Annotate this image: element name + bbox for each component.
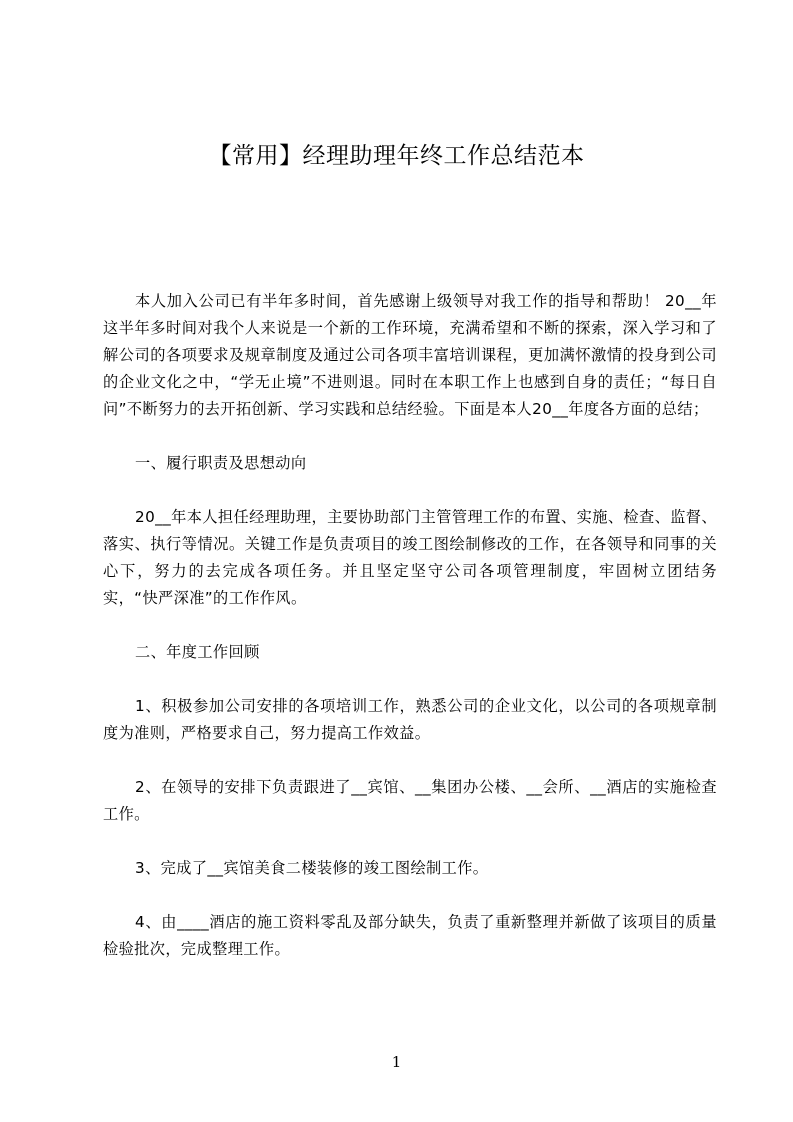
intro-paragraph: 本人加入公司已有半年多时间，首先感谢上级领导对我工作的指导和帮助！ 20__年这半年多时间对我个人来说是一个新的工作环境，充满希望和不断的探索，深入学习和了解公司的各项要求及规章制度及通过公司各项丰富培训课程，更加满怀激情的投身到公司的企业文化之中，“学无止境”不进则退。同时在本职工作上也感到自身的责任；“每日自问”不断努力的去开拓创新、学习实践和总结经验。下面是本人20__年度各方面的总结； (103, 292, 717, 418)
spacer (103, 882, 717, 909)
review-item-1: 1、积极参加公司安排的各项培训工作，熟悉公司的企业文化，以公司的各项规章制度为准则，严格要求自己，努力提高工作效益。 (103, 697, 717, 742)
section-heading-review: 二、年度工作回顾 (135, 643, 260, 661)
review-item-2: 2、在领导的安排下负责跟进了__宾馆、__集团办公楼、__会所、__酒店的实施检查工作。 (103, 778, 717, 823)
duties-paragraph: 20__年本人担任经理助理，主要协助部门主管管理工作的布置、实施、检查、监督、落实、执行等情况。关键工作是负责项目的竣工图绘制修改的工作，在各领导和同事的关心下，努力的去完成各项任务。并且坚定坚守公司各项管理制度，牢固树立团结务实，“快严深准”的工作作风。 (103, 508, 717, 607)
spacer (103, 666, 717, 693)
document-body (103, 288, 717, 963)
review-item-3: 3、完成了__宾馆美食二楼装修的竣工图绘制工作。 (135, 859, 489, 877)
page-number: 1 (391, 1053, 402, 1071)
section-heading-duties: 一、履行职责及思想动向 (135, 454, 307, 472)
review-item-4: 4、由____酒店的施工资料零乱及部分缺失，负责了重新整理并新做了该项目的质量检验批次，完成整理工作。 (103, 913, 717, 958)
spacer (103, 747, 717, 774)
spacer (103, 828, 717, 855)
spacer (103, 477, 717, 504)
spacer (103, 423, 717, 450)
spacer (103, 612, 717, 639)
document-title: 【常用】经理助理年终工作总结范本 (208, 143, 585, 169)
